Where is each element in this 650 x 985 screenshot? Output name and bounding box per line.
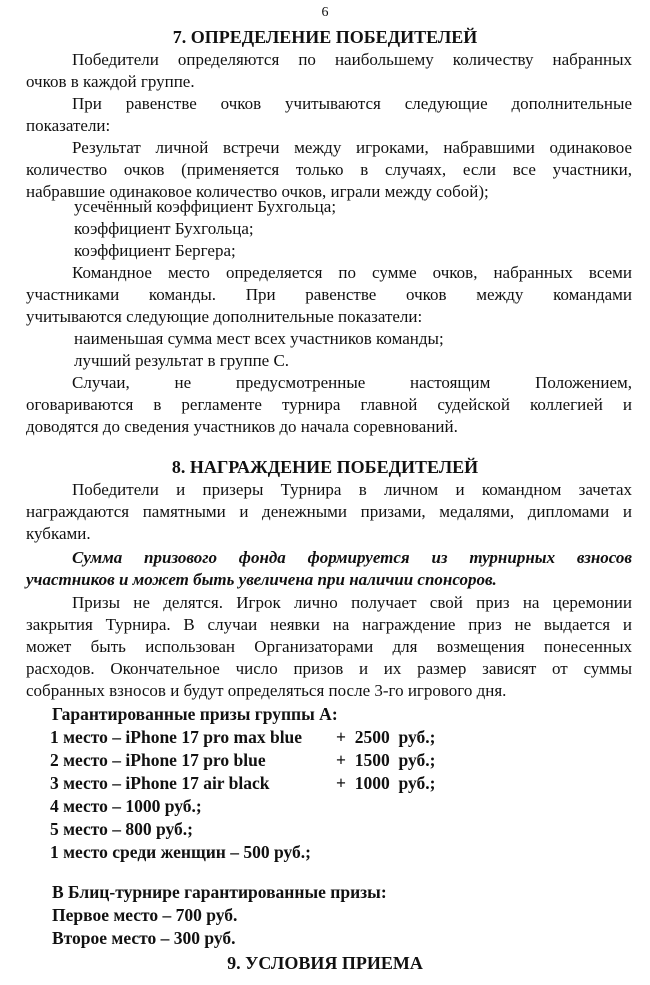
section-7-heading: 7. ОПРЕДЕЛЕНИЕ ПОБЕДИТЕЛЕЙ <box>172 27 478 47</box>
prize-women: 1 место среди женщин – 500 руб.; <box>50 842 311 862</box>
s8-paragraph-line: Победители и призеры Турнира в личном и командном зачетах <box>72 480 632 499</box>
prize-3-place: 3 место – iPhone 17 air black <box>50 773 270 793</box>
s8-paragraph-line: собранных взносов и будут определяться после 3-го игрового дня. <box>26 681 507 700</box>
s7-list-item: усечённый коэффициент Бухгольца; <box>74 197 337 216</box>
s8-paragraph-line: закрытия Турнира. В случаи неявки на награждение приз не выдается и <box>26 615 632 634</box>
s7-paragraph-line: набравшие одинаковое количество очков, играли между собой); <box>26 182 489 201</box>
s7-list-item: лучший результат в группе С. <box>74 351 290 370</box>
s7-paragraph-line: Победители определяются по наибольшему количеству набранных <box>72 50 632 69</box>
prize-3-money: + 1000 руб.; <box>336 773 436 793</box>
s7-paragraph-line: очков в каждой группе. <box>26 72 195 91</box>
s7-list-item: коэффициент Бухгольца; <box>74 219 254 238</box>
blitz-second-place: Второе место – 300 руб. <box>52 928 236 948</box>
s7-paragraph-line: Командное место определяется по сумме очков, набранных всеми <box>72 263 632 282</box>
prize-1-money: + 2500 руб.; <box>336 727 436 747</box>
s7-list-item: наименьшая сумма мест всех участников команды; <box>74 329 444 348</box>
s8-prize-fund-note: участников и может быть увеличена при наличии спонсоров. <box>26 570 497 589</box>
blitz-prizes-title: В Блиц-турнире гарантированные призы: <box>52 882 387 902</box>
group-a-prizes-title: Гарантированные призы группы А: <box>52 704 338 724</box>
section-8-heading: 8. НАГРАЖДЕНИЕ ПОБЕДИТЕЛЕЙ <box>171 457 479 477</box>
s7-paragraph-line: При равенстве очков учитываются следующие дополнительные <box>72 94 632 113</box>
s7-paragraph-line: участниками команды. При равенстве очков между командами <box>26 285 632 304</box>
s8-paragraph-line: кубками. <box>26 524 91 543</box>
s7-paragraph-line: учитываются следующие дополнительные показатели: <box>26 307 423 326</box>
s7-paragraph-line: доводятся до сведения участников до начала соревнований. <box>26 417 458 436</box>
prize-4: 4 место – 1000 руб.; <box>50 796 202 816</box>
s7-paragraph-line: показатели: <box>26 116 111 135</box>
blitz-first-place: Первое место – 700 руб. <box>52 905 238 925</box>
s7-paragraph-line: Случаи, не предусмотренные настоящим Положением, <box>72 373 632 392</box>
section-9-heading: 9. УСЛОВИЯ ПРИЕМА <box>227 953 423 973</box>
prize-1-place: 1 место – iPhone 17 pro max blue <box>50 727 303 747</box>
s7-paragraph-line: количество очков (применяется только в случаях, если все участники, <box>26 160 632 179</box>
s8-paragraph-line: награждаются памятными и денежными призами, медалями, дипломами и <box>26 502 632 521</box>
prize-5: 5 место – 800 руб.; <box>50 819 194 839</box>
s7-paragraph-line: оговариваются в регламенте турнира главной судейской коллегией и <box>26 395 632 414</box>
s7-paragraph-line: Результат личной встречи между игроками, набравшими одинаковое <box>72 138 632 157</box>
s7-list-item: коэффициент Бергера; <box>74 241 236 260</box>
prize-2-money: + 1500 руб.; <box>336 750 436 770</box>
page-number: 6 <box>321 5 329 20</box>
s8-paragraph-line: может быть использован Организаторами для возмещения понесенных <box>26 637 632 656</box>
prize-2-place: 2 место – iPhone 17 pro blue <box>50 750 266 770</box>
s8-prize-fund-note: Сумма призового фонда формируется из турнирных взносов <box>72 548 632 567</box>
s8-paragraph-line: Призы не делятся. Игрок лично получает свой приз на церемонии <box>72 593 632 612</box>
s8-paragraph-line: расходов. Окончательное число призов и их размер зависят от суммы <box>26 659 632 678</box>
